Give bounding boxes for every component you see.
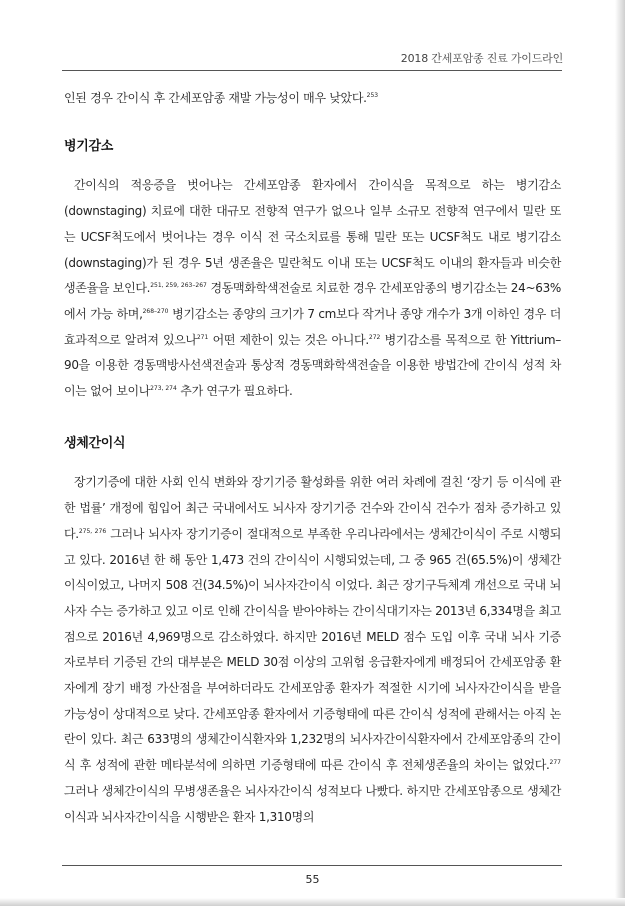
citation: 275, 276 xyxy=(78,527,107,535)
section-heading-living-donor: 생체간이식 xyxy=(64,435,126,451)
page-edge-shadow-bottom xyxy=(0,898,625,906)
citation: 277 xyxy=(549,759,561,767)
citation: 271 xyxy=(196,333,209,341)
page-body xyxy=(64,86,561,830)
page-number: 55 xyxy=(305,873,320,886)
running-header: 2018 간세포암종 진료 가이드라인 xyxy=(400,52,563,65)
page-edge-shadow-right xyxy=(615,0,625,906)
citation: 251, 259, 263–267 xyxy=(150,282,207,290)
citation: 273, 274 xyxy=(150,385,177,393)
intro-paragraph: 인된 경우 간이식 후 간세포암종 재발 가능성이 매우 낮았다.$^{253}$ xyxy=(64,91,379,105)
footer-rule xyxy=(62,865,562,866)
living-donor-paragraph: 장기기증에 대한 사회 인식 변화와 장기기증 활성화를 위한 여러 차례에 걸친 ‘장기 등 이식에 관한 법률’ 개정에 힘입어 최근 국내에서도 뇌사자 장기기증 건수와 간이식 건수가 점차 증가하고 있다.$^{275, 276}$ 그러나 뇌사자 장기기증이 절대적으로 부족한 우리나라에서는 생체간이식이 주로 시행되고 있다. 2016년 한 해 동안 1,473 건의 간이식이 시행되었는데, 그 중 965 건(65.5%)이 생체간이식이었고, 나머지 508 건(34.5%)이 뇌사자간이식 이었다. 최근 장기구득체계 개선으로 국내 뇌사자 수는 증가하고 있고 이로 인해 간이식을 받아야하는 간이식대기자는 2013년 6,334명을 최고점으로 2016년 4,969명으로 감소하였다. 하지만 2016년 MELD 점수 도입 이후 국내 뇌사 기증자로부터 기증된 간의 대부분은 MELD 30점 이상의 고위험 응급환자에게 배정되어 간세포암종 환자에게 장기 배정 가산점을 부여하더라도 간세포암종 환자가 적절한 시기에 뇌사자간이식을 받을 가능성이 상대적으로 낮다. 간세포암종 환자에서 기증형태에 따른 간이식 성적에 관해서는 아직 논란이 있다. 최근 633명의 생체간이식환자와 1,232명의 뇌사자간이식환자에서 간세포암종의 간이식 후 성적에 관한 메타분석에 의하면 기증형태에 따른 간이식 후 전체생존율의 차이는 없었다.$^{277}$ 그러나 생체간이식의 무병생존율은 뇌사자간이식 성적보다 나빴다. 하지만 간세포암종으로 생체간이식과 뇌사자간이식을 시행받은 환자 1,310명의 xyxy=(64,475,561,824)
citation: 268–270 xyxy=(142,307,169,315)
downstaging-paragraph: 간이식의 적응증을 벗어나는 간세포암종 환자에서 간이식을 목적으로 하는 병기감소(downstaging) 치료에 대한 대규모 전향적 연구가 없으나 일부 소규모 전향적 연구에서 밀란 또는 UCSF척도에서 벗어나는 경우 이식 전 국소치료를 통해 밀란 또는 UCSF척도 내로 병기감소(downstaging)가 된 경우 5년 생존율은 밀란척도 이내 또는 UCSF척도 이내의 환자들과 비슷한 생존율을 보인다.$^{251, 259, 263-267}$ 경동맥화학색전술로 치료한 경우 간세포암종의 병기감소는 24~63%에서 가능 하며,$^{268-270}$ 병기감소는 종양의 크기가 7 cm보다 작거나 종양 개수가 3개 이하인 경우 더 효과적으로 알려져 있으나$^{271}$ 어떤 제한이 있는 것은 아니다.$^{272}$ 병기감소를 목적으로 한 Yittrium–90을 이용한 경동맥방사선색전술과 통상적 경동맥화학색전술을 이용한 방법간에 간이식 성적 차이는 없어 보이나$^{273, 274}$ 추가 연구가 필요하다. xyxy=(64,178,562,399)
citation: 272 xyxy=(368,333,381,341)
section-heading-downstaging: 병기감소 xyxy=(64,138,114,154)
header-rule xyxy=(62,70,562,71)
citation: 253 xyxy=(366,92,379,99)
